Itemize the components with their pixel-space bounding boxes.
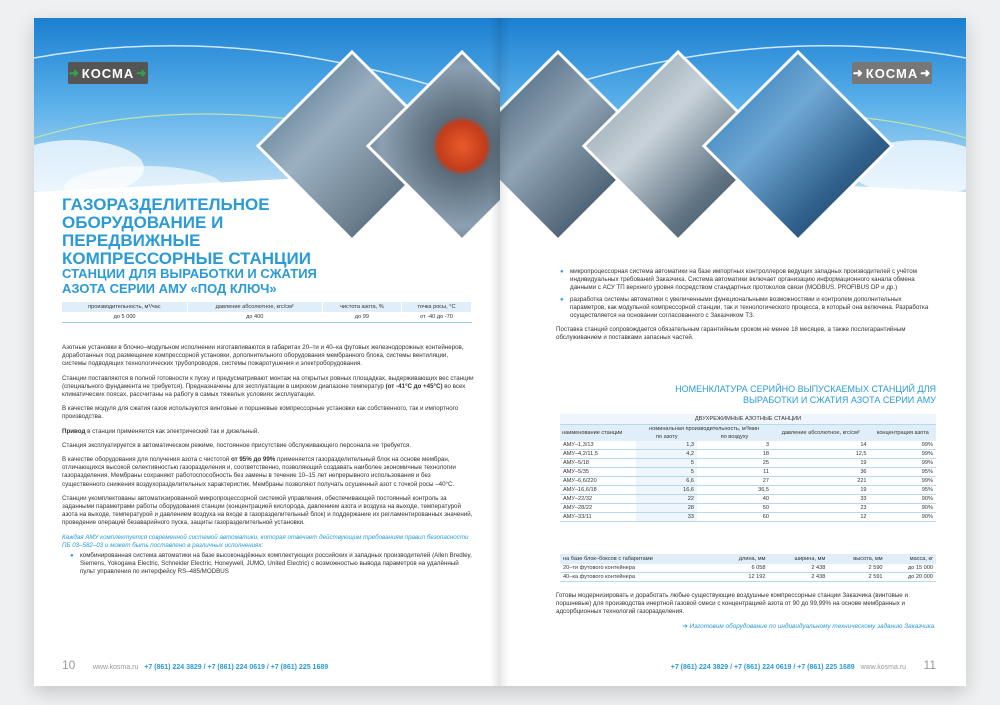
col-header: высота, мм [828,554,885,564]
col-header: давление абсолютное, кгс/см² [772,425,870,442]
table-cell: 5 [636,459,697,468]
table-cell: 11 [697,468,772,477]
paragraph: В качестве модуля для сжатия газов используются винтовые и поршневые компрессорные установки как собственного, так и импортного производства. [62,405,459,421]
table-cell: 2 591 [828,573,885,582]
table-cell: 90% [870,495,936,504]
kosma-logo [68,62,148,84]
paragraph: Станции поставляются в полной готовности к пуску и предусматривают монтаж на открытых ровных площадках, выдерживающих вес станции (специального фундамента не требуется). Предназначены для эксплуатации в широком диапазоне температур (от -41°С до +45°С) во всех климатических поясах, рассчитаны на работу в самых тяжелых условиях эксплуатации. [62,374,474,399]
station-name-cell: АМУ–4,2/11,5 [560,450,636,459]
table-cell: 99% [870,477,936,486]
table-row [560,504,936,513]
col-header: ширина, мм [768,554,828,564]
nomenclature-table [560,414,936,522]
container-table [560,554,936,582]
site-link[interactable]: www.kosma.ru [860,664,907,671]
station-name-cell: АМУ–22/32 [560,495,636,504]
table-cell: 50 [697,504,772,513]
table-cell: 36,5 [697,486,772,495]
table-cell: 28 [636,504,697,513]
col-header: масса, кг [886,554,936,564]
arrow-right-icon: ➜ [682,623,688,630]
table-cell: 33 [636,513,697,522]
table-cell: 90% [870,504,936,513]
arrow-icon: ➜ [852,66,864,80]
logo-text: КОСМА [865,65,919,81]
table-cell: 6 058 [715,564,768,573]
table-row [560,495,936,504]
paragraph: Станция эксплуатируется в автоматическом режиме, постоянное присутствие обслуживающего персонала не требуется. [62,441,412,449]
table-cell: 19 [772,486,870,495]
modernize-text: Готовы модернизировать и доработать любые существующие воздушные компрессорные станции Заказчика (винтовые и поршневые) для производства инертной газовой смеси с концентрацией азота от 90 до 99,99% на основе мембранных и адсорбционных технологий газоразделения. [556,592,908,616]
kosma-logo [852,62,932,84]
table-cell: 95% [870,468,936,477]
page-number: 11 [923,658,936,672]
table-cell: 23 [772,504,870,513]
table-cell: 4,2 [636,450,697,459]
col-header: на базе блок–боксов с габаритами [560,554,715,564]
table-cell: 99% [870,441,936,450]
table-cell: 3 [697,441,772,450]
table-row [560,486,936,495]
paragraph: В качестве оборудования для получения азота с чистотой от 95% до 99% применяется газоразделительный блок на основе мембран, отличающихся высокой селективностью газоразделения и, соответственно, позволяющий создавать наиболее экономичные технологии газоразделения. Мембраны сохраняют работоспособность без замены в течение 10–15 лет непрерывного использования и без существенного снижения воздухоразделительных характеристик. Мембраны позволяют получать осушенный азот с точкой росы –40°С. [62,456,456,488]
table-cell: 95% [870,486,936,495]
table-cell: 60 [697,513,772,522]
table-cell: 19 [772,459,870,468]
table-row [560,468,936,477]
container-name-cell: 40–ка футового контейнера [560,573,715,582]
station-name-cell: АМУ–5/18 [560,459,636,468]
right-body-text [556,268,936,349]
col-header: по воздуху [697,433,772,441]
table-row [560,450,936,459]
col-header: длина, мм [715,554,768,564]
automation-list [62,552,474,577]
table-cell: 12 192 [715,573,768,582]
container-name-cell: 20–ти футового контейнера [560,564,715,573]
nomenclature-heading: НОМЕНКЛАТУРА СЕРИЙНО ВЫПУСКАЕМЫХ СТАНЦИЙ ДЛЯ ВЫРАБОТКИ И СЖАТИЯ АЗОТА СЕРИИ АМУ [675,384,936,405]
station-name-cell: АМУ–16,6/18 [560,486,636,495]
table-cell: 12 [772,513,870,522]
table-cell: 2 438 [768,573,828,582]
table-cell: 27 [697,477,772,486]
table-row [560,564,936,573]
phone-numbers: +7 (861) 224 3829 / +7 (861) 224 0619 / +7 (861) 225 1689 [670,664,855,671]
table-row [560,441,936,450]
table-row [560,477,936,486]
col-header: концентрация азота [870,425,936,442]
table-cell: 99% [870,459,936,468]
table-cell: 99% [870,450,936,459]
paragraph: Привод в станции применяется как электрический так и дизельный. [62,427,260,435]
table-cell: 18 [697,450,772,459]
spec-value: до 400 [187,312,322,323]
table-cell: 221 [772,477,870,486]
table-cell: 33 [772,495,870,504]
spec-header: чистота азота, % [322,302,401,312]
table-cell: 5 [636,468,697,477]
col-header: по азоту [636,433,697,441]
brochure-spread [34,18,966,686]
table-row [560,573,936,582]
table-caption: ДВУХРЕЖИМНЫЕ АЗОТНЫЕ СТАНЦИИ [560,414,936,425]
table-cell: до 15 000 [886,564,936,573]
site-link[interactable]: www.kosma.ru [92,664,139,671]
table-row [560,459,936,468]
table-cell: 1,3 [636,441,697,450]
spec-header: точка росы, °С [401,302,471,312]
spec-header: давление абсолютное, кгс/см² [187,302,322,312]
right-page [500,18,966,686]
automation-list-cont [556,268,936,320]
spec-header: производительность, м³/час [62,302,187,312]
spec-value: до 99 [322,312,401,323]
paragraph: Азотные установки в блочно–модульном исполнении изготавливаются в габаритах 20–ти и 40–ка футовых железнодорожных контейнеров, доработанных под размещение компрессорной установки, дополнительного оборудования мембранного блока, системы вентиляции, системы подводящих технологических трубопроводов, системы пожаротушения и электроборудования. [62,344,464,368]
page-number: 10 [62,658,76,672]
table-cell: 22 [636,495,697,504]
table-cell: 2 438 [768,564,828,573]
table-cell: 40 [697,495,772,504]
table-cell: 36 [772,468,870,477]
table-cell: 12,5 [772,450,870,459]
arrow-icon: ➜ [68,66,80,80]
station-name-cell: АМУ–1,3/13 [560,441,636,450]
left-footer [62,658,328,672]
arrow-icon: ➜ [920,66,932,80]
left-page [34,18,500,686]
table-cell: 25 [697,459,772,468]
spec-value: до 5 000 [62,312,187,323]
automation-note: Каждая АМУ комплектуется современной системой автоматики, которая отвечает действующим требованиям правил безопасности ПБ 03–582–03 и может быть поставлено в различных исполнениях: [62,533,469,549]
section-subtitle: СТАНЦИИ ДЛЯ ВЫРАБОТКИ И СЖАТИЯ АЗОТА СЕРИИ АМУ «ПОД КЛЮЧ» [62,266,317,296]
station-name-cell: АМУ–33/11 [560,513,636,522]
table-row [560,513,936,522]
table-cell: 2 590 [828,564,885,573]
table-cell: 90% [870,513,936,522]
spec-value: от -40 до -70 [401,312,471,323]
spec-table [62,302,472,323]
left-body-text [62,344,474,577]
paragraph: Станции укомплектованы автоматизированной микропроцессорной системой управления, обеспечивающей постоянный контроль за заданными параметрами работы оборудования станции (концентрацией кислорода, давлением азота и воздуха на выходе, температурой азота на выходе, температурой и давлением воздуха на входе в газоразделительный блок) и поддержание их регламентированных значений, проведение операций безаварийного пуска, защиты газоразделительной установки. [62,494,473,527]
custom-order-note: ➜ Изготовим оборудование по индивидуальному техническому заданию Заказчика. [682,623,936,630]
station-name-cell: АМУ–28/22 [560,504,636,513]
table-cell: 14 [772,441,870,450]
phone-numbers: +7 (861) 224 3829 / +7 (861) 224 0619 / +7 (861) 225 1689 [144,664,329,671]
station-name-cell: АМУ–6,6/220 [560,477,636,486]
list-item: ● микропроцессорная система автоматики на базе импортных контроллеров ведущих западных производителей с учётом индивидуальных требований Заказчика. Система автоматики включает организацию информационного канала обмена данными с АСУ ТП верхнего уровня посредством стандартных протоколов связи (MODBUS, PROFIBUS DP и др.) [570,268,936,293]
col-header: наименование станции [560,425,636,442]
list-item: ● комбинированная система автоматики на базе высоконадёжных комплектующих российских и западных производителей (Allen Bredley, Siemens, Yokogawa Electric, Schneider Electric, Honeywell, JUMO, United Electric) с возможностью вывода параметров на удалённый пульт управления по интерфейсу RS–485/MODBUS [80,552,474,577]
logo-text: КОСМА [81,65,135,81]
arrow-icon: ➜ [136,66,148,80]
right-footer [671,658,936,672]
table-cell: 16,6 [636,486,697,495]
col-header: номинальная производительность, м³/мин [636,425,772,434]
table-cell: 6,6 [636,477,697,486]
table-cell: до 20 000 [886,573,936,582]
page-title: ГАЗОРАЗДЕЛИТЕЛЬНОЕ ОБОРУДОВАНИЕ И ПЕРЕДВИЖНЫЕ КОМПРЕССОРНЫЕ СТАНЦИИ [62,195,311,268]
station-name-cell: АМУ–5/35 [560,468,636,477]
list-item: ● разработка системы автоматики с увеличенными функциональными возможностями и контролем дополнительных параметров, как модульной компрессорной станции, так и технологического процесса, в который она включена. Разработка осуществляется на основании согласованного с Заказчиком ТЗ. [570,296,936,321]
warranty-text: Поставка станций сопровождается обязательным гарантийным сроком не менее 18 месяцев, а также послегарантийным обслуживанием и поставками запасных частей. [556,326,906,342]
